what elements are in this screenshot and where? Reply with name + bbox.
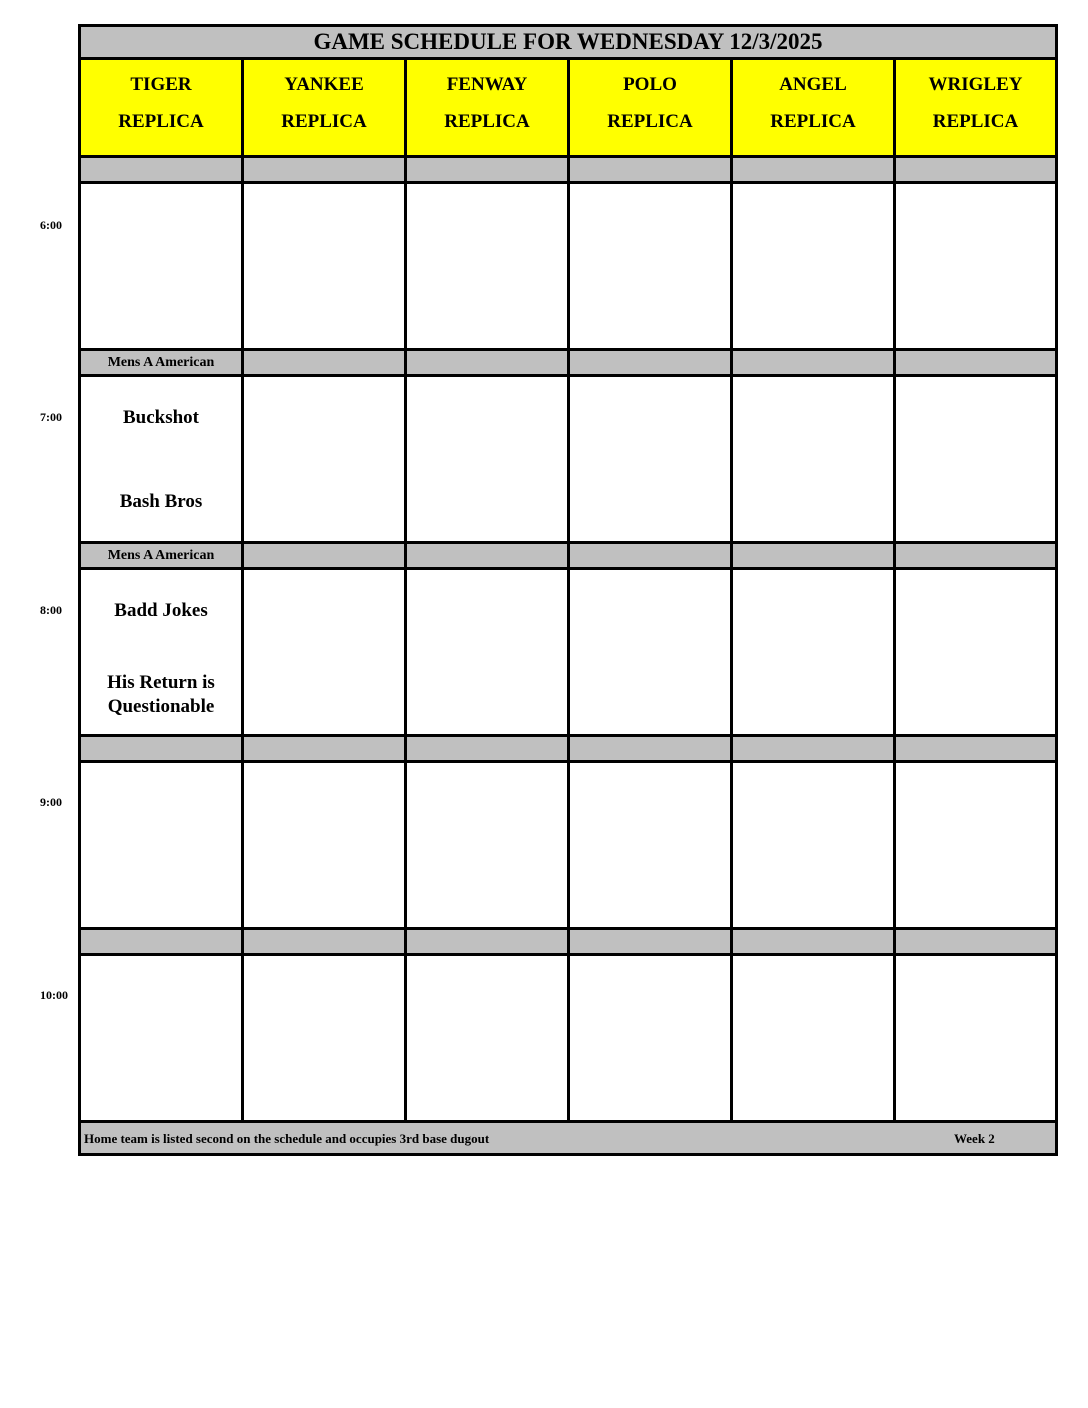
game-slot-6 (570, 184, 730, 351)
division-band (733, 737, 893, 763)
time-label-10: 10:00 (40, 988, 68, 1002)
week-label: Week 2 (954, 1131, 995, 1146)
home-team-line2: Questionable (107, 696, 215, 717)
game-slot-9 (244, 763, 404, 930)
division-band (896, 158, 1055, 184)
field-header-angel (733, 60, 893, 158)
game-slot-9 (733, 763, 893, 930)
field-subtitle: REPLICA (770, 111, 856, 132)
division-band (407, 351, 567, 377)
game-slot-7 (81, 377, 241, 544)
division-band (407, 544, 567, 570)
game-slot-10 (733, 956, 893, 1123)
away-team: Badd Jokes (114, 600, 208, 621)
division-band: Mens A American (81, 351, 241, 377)
game-slot-8 (244, 570, 404, 737)
field-column-fenway (407, 60, 570, 1123)
game-slot-7 (570, 377, 730, 544)
game-slot-8 (733, 570, 893, 737)
field-name: POLO (623, 74, 677, 95)
game-slot-6 (244, 184, 404, 351)
field-subtitle: REPLICA (118, 111, 204, 132)
game-slot-7 (896, 377, 1055, 544)
field-header-tiger (81, 60, 241, 158)
time-column (0, 0, 78, 1160)
division-band (81, 158, 241, 184)
field-column-tiger (81, 60, 244, 1123)
game-slot-9 (896, 763, 1055, 930)
division-band: Mens A American (81, 544, 241, 570)
division-band (244, 930, 404, 956)
field-subtitle: REPLICA (932, 111, 1019, 132)
division-band (81, 737, 241, 763)
game-slot-6 (81, 184, 241, 351)
field-subtitle: REPLICA (444, 111, 530, 132)
schedule-sheet (78, 24, 1058, 1156)
division-band (244, 351, 404, 377)
division-band (733, 544, 893, 570)
division-band (244, 737, 404, 763)
field-header-wrigley (896, 60, 1055, 158)
game-slot-8 (407, 570, 567, 737)
time-label-6: 6:00 (40, 218, 62, 232)
division-band (81, 930, 241, 956)
game-slot-10 (570, 956, 730, 1123)
division-band (570, 544, 730, 570)
field-name: FENWAY (446, 74, 528, 95)
division-band (244, 544, 404, 570)
game-slot-6 (733, 184, 893, 351)
game-slot-9 (570, 763, 730, 930)
field-subtitle: REPLICA (281, 111, 367, 132)
game-slot-10 (81, 956, 241, 1123)
time-label-9: 9:00 (40, 795, 62, 809)
away-team: Buckshot (122, 407, 200, 428)
field-column-yankee (244, 60, 407, 1123)
game-slot-7 (244, 377, 404, 544)
division-band (570, 737, 730, 763)
division-band (896, 737, 1055, 763)
game-slot-7 (733, 377, 893, 544)
field-name: ANGEL (779, 74, 847, 95)
game-slot-10 (896, 956, 1055, 1123)
division-band (896, 544, 1055, 570)
page-title: GAME SCHEDULE FOR WEDNESDAY 12/3/2025 (81, 27, 1055, 60)
field-header-yankee (244, 60, 404, 158)
field-header-polo (570, 60, 730, 158)
game-slot-9 (81, 763, 241, 930)
division-band (896, 930, 1055, 956)
field-name: YANKEE (284, 74, 364, 95)
time-label-8: 8:00 (40, 603, 62, 617)
game-slot-6 (896, 184, 1055, 351)
division-band (733, 351, 893, 377)
field-name: TIGER (130, 74, 192, 95)
time-label-7: 7:00 (40, 410, 62, 424)
division-band (733, 158, 893, 184)
game-slot-8 (896, 570, 1055, 737)
game-slot-6 (407, 184, 567, 351)
footer-bar (81, 1123, 1055, 1153)
division-band (570, 351, 730, 377)
division-band (244, 158, 404, 184)
division-band (407, 930, 567, 956)
field-name: WRIGLEY (928, 74, 1023, 95)
field-header-fenway (407, 60, 567, 158)
field-column-angel (733, 60, 896, 1123)
division-band (733, 930, 893, 956)
game-slot-10 (407, 956, 567, 1123)
division-band (570, 158, 730, 184)
division-band (570, 930, 730, 956)
game-slot-10 (244, 956, 404, 1123)
game-slot-8 (570, 570, 730, 737)
division-band (407, 158, 567, 184)
home-team-line1: His Return is (107, 672, 215, 693)
game-slot-7 (407, 377, 567, 544)
field-subtitle: REPLICA (607, 111, 693, 132)
game-slot-9 (407, 763, 567, 930)
field-column-wrigley (896, 60, 1055, 1123)
division-band (896, 351, 1055, 377)
game-slot-8 (81, 570, 241, 737)
footer-note: Home team is listed second on the schedule and occupies 3rd base dugout (84, 1131, 490, 1146)
field-column-polo (570, 60, 733, 1123)
division-band (407, 737, 567, 763)
home-team: Bash Bros (119, 491, 203, 512)
